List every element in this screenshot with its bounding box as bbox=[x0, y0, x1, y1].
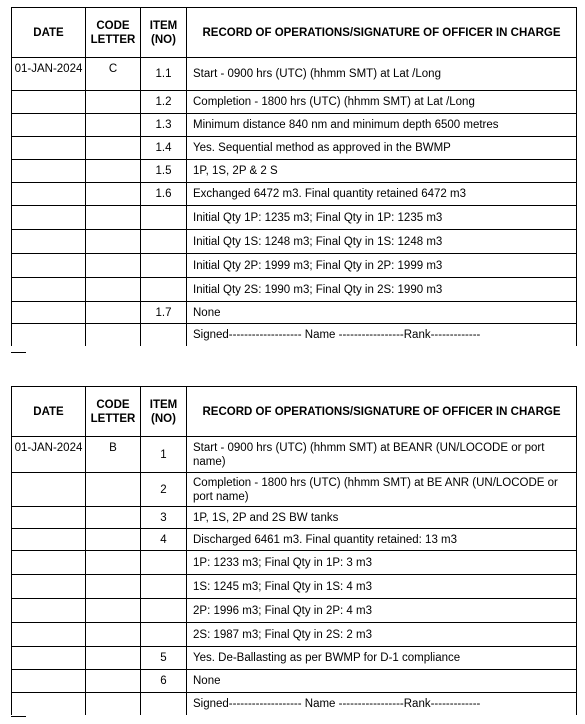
table-row bbox=[12, 91, 577, 114]
record-cell: 1P: 1233 m3; Final Qty in 1P: 3 m3 bbox=[187, 551, 577, 575]
table-row bbox=[12, 551, 577, 575]
item-cell bbox=[141, 324, 187, 346]
record-cell: 1P, 1S, 2P & 2 S bbox=[187, 160, 577, 183]
date-cell bbox=[12, 302, 86, 324]
date-cell bbox=[12, 551, 86, 575]
date-cell bbox=[12, 114, 86, 137]
record-cell: None bbox=[187, 302, 577, 324]
date-header: DATE bbox=[12, 387, 86, 437]
code-letter-cell bbox=[86, 91, 141, 114]
code-letter-cell: B bbox=[86, 437, 141, 473]
signature-row bbox=[12, 324, 577, 346]
record-cell: None bbox=[187, 670, 577, 693]
date-cell bbox=[12, 670, 86, 693]
record-cell: Initial Qty 2P: 1999 m3; Final Qty in 2P: 1999 m3 bbox=[187, 254, 577, 278]
date-cell bbox=[12, 254, 86, 278]
record-cell: Initial Qty 1S: 1248 m3; Final Qty in 1S: 1248 m3 bbox=[187, 230, 577, 254]
record-cell: Completion - 1800 hrs (UTC) (hhmm SMT) at Lat /Long bbox=[187, 91, 577, 114]
item-cell bbox=[141, 254, 187, 278]
ballast-record-table-2 bbox=[11, 386, 577, 715]
signature-cell: Signed------------------- Name -----------------Rank------------- bbox=[187, 324, 577, 346]
code-letter-cell bbox=[86, 647, 141, 670]
code-letter-cell bbox=[86, 670, 141, 693]
item-cell bbox=[141, 278, 187, 302]
code-letter-cell bbox=[86, 623, 141, 647]
item-cell bbox=[141, 623, 187, 647]
item-cell: 4 bbox=[141, 529, 187, 551]
table-row bbox=[12, 623, 577, 647]
date-cell bbox=[12, 473, 86, 507]
record-cell: 2P: 1996 m3; Final Qty in 2P: 4 m3 bbox=[187, 599, 577, 623]
code-letter-cell bbox=[86, 599, 141, 623]
table-row bbox=[12, 473, 577, 507]
code-letter-cell bbox=[86, 473, 141, 507]
table-row bbox=[12, 206, 577, 230]
code-letter-cell: C bbox=[86, 58, 141, 91]
header-row bbox=[12, 387, 577, 437]
item-cell bbox=[141, 575, 187, 599]
date-cell bbox=[12, 599, 86, 623]
table-row bbox=[12, 507, 577, 529]
record-cell: 1S: 1245 m3; Final Qty in 1S: 4 m3 bbox=[187, 575, 577, 599]
record-cell: Start - 0900 hrs (UTC) (hhmm SMT) at BEANR (UN/LOCODE or port name) bbox=[187, 437, 577, 473]
date-cell: 01-JAN-2024 bbox=[12, 437, 86, 473]
date-header: DATE bbox=[12, 8, 86, 58]
code-letter-cell bbox=[86, 183, 141, 206]
item-cell: 2 bbox=[141, 473, 187, 507]
record-cell: Initial Qty 1P: 1235 m3; Final Qty in 1P: 1235 m3 bbox=[187, 206, 577, 230]
item-cell: 1.7 bbox=[141, 302, 187, 324]
item-cell: 1.1 bbox=[141, 58, 187, 91]
item-cell: 1.5 bbox=[141, 160, 187, 183]
record-cell: Completion - 1800 hrs (UTC) (hhmm SMT) at BE ANR (UN/LOCODE or port name) bbox=[187, 473, 577, 507]
code-letter-cell bbox=[86, 529, 141, 551]
date-cell bbox=[12, 278, 86, 302]
table-row bbox=[12, 183, 577, 206]
record-header: RECORD OF OPERATIONS/SIGNATURE OF OFFICER IN CHARGE bbox=[187, 387, 577, 437]
item-cell: 5 bbox=[141, 647, 187, 670]
date-cell bbox=[12, 623, 86, 647]
date-cell bbox=[12, 324, 86, 346]
record-cell: Start - 0900 hrs (UTC) (hhmm SMT) at Lat /Long bbox=[187, 58, 577, 91]
code-letter-cell bbox=[86, 302, 141, 324]
ballast-record-table-1 bbox=[11, 7, 577, 346]
record-cell: Minimum distance 840 nm and minimum depth 6500 metres bbox=[187, 114, 577, 137]
item-cell: 3 bbox=[141, 507, 187, 529]
record-cell: Discharged 6461 m3. Final quantity retained: 13 m3 bbox=[187, 529, 577, 551]
table-row bbox=[12, 647, 577, 670]
item-no-header: ITEM (NO) bbox=[141, 8, 187, 58]
code-letter-cell bbox=[86, 507, 141, 529]
table-row bbox=[12, 58, 577, 91]
date-cell bbox=[12, 183, 86, 206]
signature-cell: Signed------------------- Name -----------------Rank------------- bbox=[187, 693, 577, 715]
table-row bbox=[12, 599, 577, 623]
code-letter-cell bbox=[86, 551, 141, 575]
table-row bbox=[12, 437, 577, 473]
item-no-header: ITEM (NO) bbox=[141, 387, 187, 437]
date-cell bbox=[12, 230, 86, 254]
code-letter-cell bbox=[86, 137, 141, 160]
code-letter-header: CODE LETTER bbox=[86, 387, 141, 437]
code-letter-cell bbox=[86, 230, 141, 254]
code-letter-cell bbox=[86, 114, 141, 137]
date-cell bbox=[12, 693, 86, 715]
record-header: RECORD OF OPERATIONS/SIGNATURE OF OFFICER IN CHARGE bbox=[187, 8, 577, 58]
code-letter-cell bbox=[86, 254, 141, 278]
item-cell: 1 bbox=[141, 437, 187, 473]
date-cell bbox=[12, 529, 86, 551]
code-letter-cell bbox=[86, 160, 141, 183]
code-letter-header: CODE LETTER bbox=[86, 8, 141, 58]
item-cell: 1.3 bbox=[141, 114, 187, 137]
date-cell: 01-JAN-2024 bbox=[12, 58, 86, 91]
item-cell bbox=[141, 693, 187, 715]
record-cell: Yes. Sequential method as approved in the BWMP bbox=[187, 137, 577, 160]
item-cell: 1.2 bbox=[141, 91, 187, 114]
table-row bbox=[12, 137, 577, 160]
date-cell bbox=[12, 91, 86, 114]
item-cell: 1.4 bbox=[141, 137, 187, 160]
table-row bbox=[12, 230, 577, 254]
table-row bbox=[12, 114, 577, 137]
code-letter-cell bbox=[86, 324, 141, 346]
item-cell bbox=[141, 551, 187, 575]
item-cell bbox=[141, 230, 187, 254]
item-cell bbox=[141, 206, 187, 230]
code-letter-cell bbox=[86, 693, 141, 715]
date-cell bbox=[12, 647, 86, 670]
item-cell: 1.6 bbox=[141, 183, 187, 206]
code-letter-cell bbox=[86, 575, 141, 599]
record-cell: Initial Qty 2S: 1990 m3; Final Qty in 2S: 1990 m3 bbox=[187, 278, 577, 302]
signature-row bbox=[12, 693, 577, 715]
header-row bbox=[12, 8, 577, 58]
code-letter-cell bbox=[86, 206, 141, 230]
item-cell: 6 bbox=[141, 670, 187, 693]
record-cell: 2S: 1987 m3; Final Qty in 2S: 2 m3 bbox=[187, 623, 577, 647]
date-cell bbox=[12, 160, 86, 183]
record-cell: 1P, 1S, 2P and 2S BW tanks bbox=[187, 507, 577, 529]
table-row bbox=[12, 575, 577, 599]
table-2-bottom-stub bbox=[11, 716, 26, 717]
table-row bbox=[12, 529, 577, 551]
table-row bbox=[12, 278, 577, 302]
table-row bbox=[12, 302, 577, 324]
table-row bbox=[12, 670, 577, 693]
code-letter-cell bbox=[86, 278, 141, 302]
date-cell bbox=[12, 507, 86, 529]
date-cell bbox=[12, 206, 86, 230]
record-cell: Exchanged 6472 m3. Final quantity retained 6472 m3 bbox=[187, 183, 577, 206]
date-cell bbox=[12, 575, 86, 599]
table-row bbox=[12, 254, 577, 278]
table-row bbox=[12, 160, 577, 183]
date-cell bbox=[12, 137, 86, 160]
table-1-bottom-stub bbox=[11, 352, 26, 353]
record-cell: Yes. De-Ballasting as per BWMP for D-1 compliance bbox=[187, 647, 577, 670]
item-cell bbox=[141, 599, 187, 623]
